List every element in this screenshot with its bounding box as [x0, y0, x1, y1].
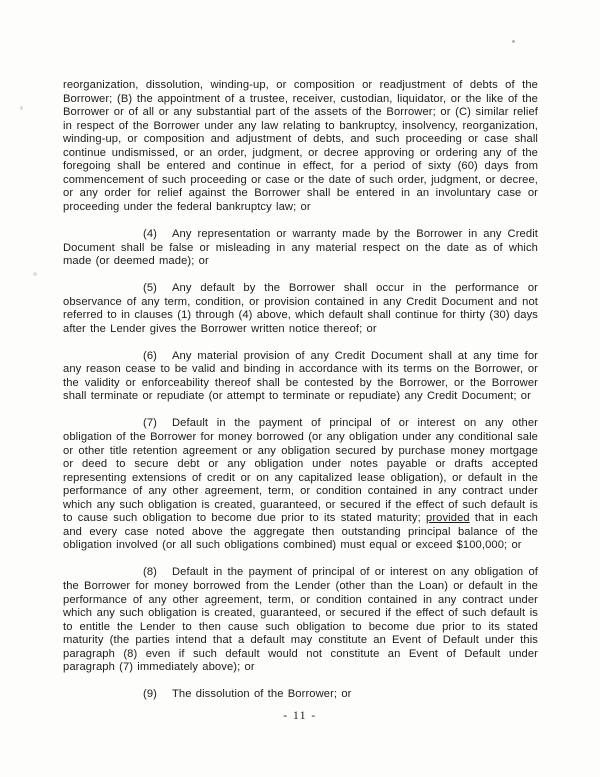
paragraph-7: [63, 417, 538, 552]
underlined-term: provided: [426, 512, 470, 525]
document-body: [63, 79, 538, 715]
text-run: Default in the payment of principal of or interest on any obligation of the Borrower for money borrowed from the Lender (other than the Loan) or default in the performance of any other agreement, term, or condition contained in any contract under which any such obligation is created, guaranteed, or secured if the effect of such default is to entitle the Lender to then cause such obligation to become due prior to its stated maturity (the parties intend that a default may constitute an Event of Default under this paragraph (8) even if such default would not constitute an Event of Default under paragraph (7) immediately above); or: [63, 566, 538, 674]
text-run: Any material provision of any Credit Document shall at any time for any reason cease to be valid and binding in accordance with its terms on the Borrower, or the validity or enforceability thereof shall be contested by the Borrower, or the Borrower shall terminate or repudiate (or attempt to terminate or repudiate) any Credit Document; or: [63, 349, 538, 403]
scan-speck: [20, 106, 23, 110]
paragraph-number: (7): [143, 417, 157, 430]
paragraph-8: [63, 566, 538, 674]
page-number: - 11 -: [283, 710, 317, 722]
paragraph-number: (8): [143, 566, 157, 579]
paragraph-4: [63, 228, 538, 269]
scan-speck: [512, 40, 515, 43]
text-run: that in each and every case noted above the aggregate then outstanding principal balance of the obligation involved (or all such obligations combined) must equal or exceed $100,000; or: [63, 512, 538, 552]
paragraph-6: [63, 350, 538, 404]
paragraph-number: (4): [143, 227, 157, 240]
paragraph-number: (5): [143, 282, 157, 295]
text-run: Default in the payment of principal of or interest on any other obligation of the Borrower for money borrowed (or any obligation under any conditional sale or other title retention agreement or any obligation secured by purchase money mortgage or deed to secure debt or any obligation under notes payable or drafts accepted representing extensions of credit or on any capitalized lease obligation), or default in the performance of any other agreement, term, or condition contained in any contract under which any such obligation is created, guaranteed, or secured if the effect of such default is to cause such obligation to become due prior to its stated maturity;: [63, 417, 538, 525]
paragraph-number: (9): [143, 688, 157, 701]
paragraph-number: (6): [143, 349, 157, 362]
paragraph-9: [63, 688, 538, 702]
text-run: Any representation or warranty made by the Borrower in any Credit Document shall be false or misleading in any material respect on the date as of which made (or deemed made); or: [63, 227, 538, 268]
text-run: The dissolution of the Borrower; or: [171, 688, 352, 701]
paragraph-continuation: [63, 79, 538, 214]
scan-speck: [33, 272, 37, 276]
paragraph-5: [63, 282, 538, 336]
text-run: Any default by the Borrower shall occur in the performance or observance of any term, condition, or provision contained in any Credit Document and not referred to in clauses (1) through (4) above, which default shall continue for thirty (30) days after the Lender gives the Borrower written notice thereof; or: [63, 282, 538, 335]
text-run: reorganization, dissolution, winding-up, or composition or readjustment of debts of the Borrower; (B) the appointment of a trustee, receiver, custodian, liquidator, or the like of the Borrower or of all or any substantial part of the assets of the Borrower; or (C) similar relief in respect of the Borrower under any law relating to bankruptcy, insolvency, reorganization, winding-up, or composition and adjustment of debts, and such proceeding or case shall continue undismissed, or an order, judgment, or decree approving or ordering any of the foregoing shall be entered and continue in effect, for a period of sixty (60) days from commencement of such proceeding or case or the date of such order, judgment, or decree, or any order for relief against the Borrower shall be entered in an involuntary case or proceeding under the federal bankruptcy law; or: [63, 79, 538, 213]
